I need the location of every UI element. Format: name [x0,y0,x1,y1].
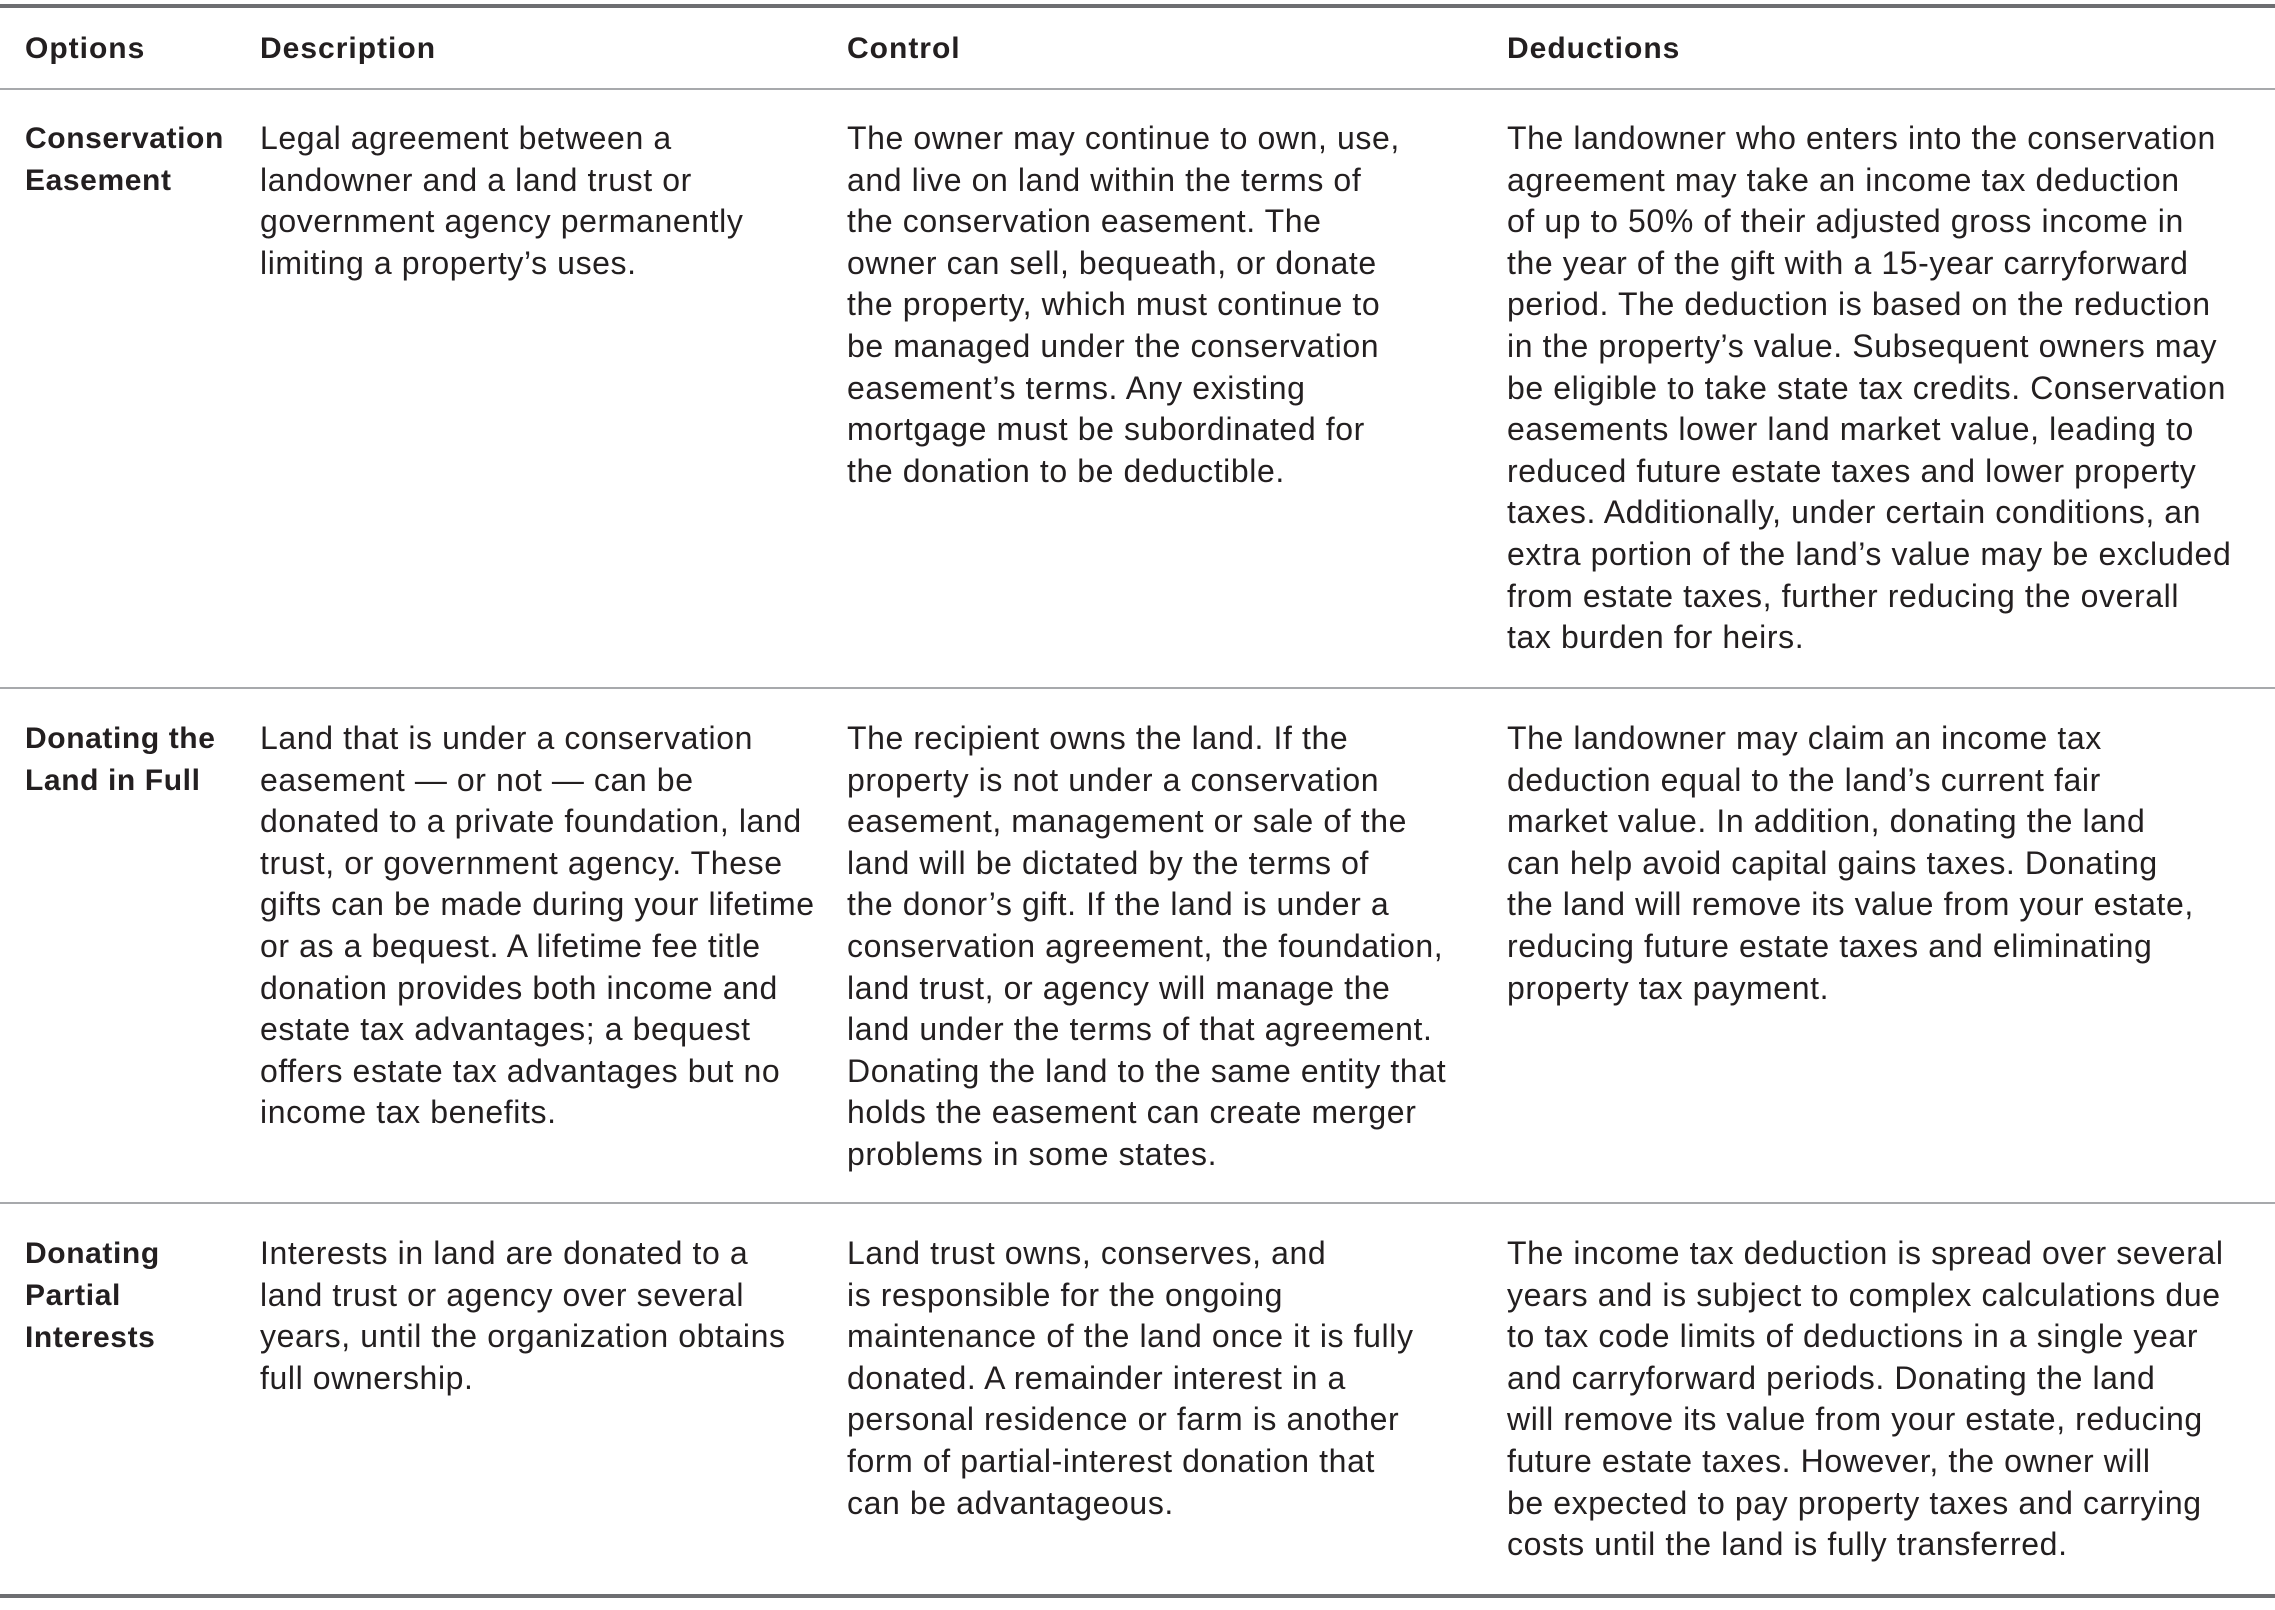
row-description: Interests in land are donated to a land trust or agency over several years, until the organization obtains full ownership. [260,1235,786,1396]
row-option-donating-partial-interests: Donating Partial Interests [25,1237,160,1354]
row-option-conservation-easement: Conservation Easement [25,122,224,197]
row-divider [0,1202,2275,1204]
row-deductions: The landowner who enters into the conservation agreement may take an income tax deduction of up to 50% of their adjusted gross income in the year of the gift with a 15-year carryforward period. The deduction is based on the reduction in the property’s value. Subsequent owners may be eligible to take state tax credits. Conservation easements lower land market value, leading to reduced future estate taxes and lower property taxes. Additionally, under certain conditions, an extra portion of the land’s value may be excluded from estate taxes, further reducing the overall tax burden for heirs. [1507,120,2232,656]
header-deductions: Deductions [1507,32,1681,65]
row-control: Land trust owns, conserves, and is responsible for the ongoing maintenance of the land once it is fully donated. A remainder interest in a personal residence or farm is another form of partial-interest donation that can be advantageous. [847,1235,1414,1521]
row-deductions: The landowner may claim an income tax deduction equal to the land’s current fair market value. In addition, donating the land can help avoid capital gains taxes. Donating the land will remove its value from your estate, reducing future estate taxes and eliminating property tax payment. [1507,720,2194,1006]
header-divider [0,88,2275,90]
row-description: Legal agreement between a landowner and a land trust or government agency permanently limiting a property’s uses. [260,120,744,281]
bottom-rule [0,1594,2275,1598]
header-description: Description [260,32,437,65]
row-deductions: The income tax deduction is spread over several years and is subject to complex calculations due to tax code limits of deductions in a single year and carryforward periods. Donating the land will remove its value from your estate, reducing future estate taxes. However, the owner will be expected to pay property taxes and carrying costs until the land is fully transferred. [1507,1235,2224,1563]
row-description: Land that is under a conservation easement — or not — can be donated to a private foundation, land trust, or government agency. These gifts can be made during your lifetime or as a bequest. A lifetime fee title donation provides both income and estate tax advantages; a bequest offers estate tax advantages but no income tax benefits. [260,720,815,1131]
top-rule [0,4,2275,8]
row-control: The owner may continue to own, use, and live on land within the terms of the conservation easement. The owner can sell, bequeath, or donate the property, which must continue to be managed under the conservation easement’s terms. Any existing mortgage must be subordinated for the donation to be deductible. [847,120,1400,489]
header-options: Options [25,32,146,65]
row-divider [0,687,2275,689]
row-control: The recipient owns the land. If the property is not under a conservation easement, management or sale of the land will be dictated by the terms of the donor’s gift. If the land is under a conservation agreement, the foundation, land trust, or agency will manage the land under the terms of that agreement. Donating the land to the same entity that holds the easement can create merger problems in some states. [847,720,1447,1172]
header-control: Control [847,32,961,65]
row-option-donating-land-in-full: Donating the Land in Full [25,722,216,797]
